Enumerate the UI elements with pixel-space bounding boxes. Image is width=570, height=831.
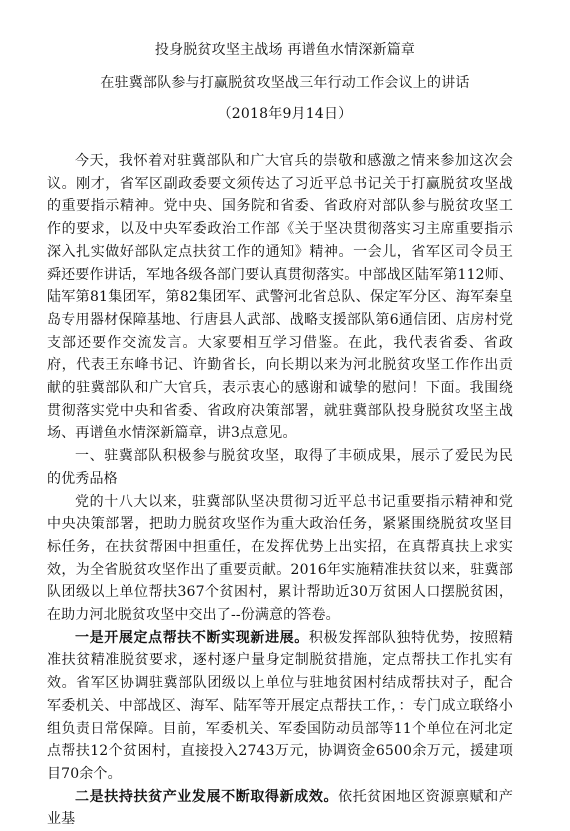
paragraph-opening: 今天，我怀着对驻冀部队和广大官兵的崇敬和感激之情来参加这次会议。刚才，省军区副政委要文须传达了习近平总书记关于打赢脱贫攻坚战的重要指示精神。党中央、国务院和省委、省政府对部队参与脱贫攻坚工作的要求，以及中央军委政治工作部《关于坚决贯彻落实习主席重要指示深入扎实做好部队定点扶贫工作的通知》精神。一会儿，省军区司令员王舜还要作讲话，军地各级各部门要认真贯彻落实。中部战区陆军第112师、陆军第81集团军，第82集团军、武警河北省总队、保定军分区、海军秦皇岛专用器材保障基地、行唐县人武部、战略支援部队第6通信团、店房村党支部还要作交流发言。大家要相互学习借鉴。在此，我代表省委、省政府，代表王东峰书记、许勤省长，向长期以来为河北脱贫攻坚工作作出贡献的驻冀部队和广大官兵，表示衷心的感谢和诚挚的慰问！下面。我围绕贯彻落实党中央和省委、省政府决策部署，就驻冀部队投身脱贫攻坚主战场、再谱鱼水情深新篇章，讲3点意见。 xyxy=(47,153,513,442)
speech-title: 投身脱贫攻坚主战场 再谱鱼水情深新篇章 xyxy=(154,42,416,58)
speech-body xyxy=(47,150,513,831)
paragraph-point-two xyxy=(47,786,513,831)
paragraph-overview: 党的十八大以来，驻冀部队坚决贯彻习近平总书记重要指示精神和党中央决策部署，把助力脱贫攻坚作为重大政治任务，紧紧围绕脱贫攻坚目标任务，在扶贫帮困中担重任，在发挥优势上出实招，在真帮真扶上求实效，为全省脱贫攻坚作出了重要贡献。2016年实施精准扶贫以来，驻冀部队团级以上单位帮扶367个贫困村，累计帮助近30万贫困人口摆脱贫困，在助力河北脱贫攻坚中交出了--份满意的答卷。 xyxy=(47,493,513,624)
speech-date: （2018年9月14日） xyxy=(217,106,353,122)
point-two-text: 依托贫困地区资源禀赋和产业基 xyxy=(47,788,513,828)
paragraph-point-one xyxy=(47,627,513,786)
point-two-lead: 二是扶持扶贫产业发展不断取得新成效。 xyxy=(75,788,339,805)
speech-subtitle: 在驻冀部队参与打赢脱贫攻坚战三年行动工作会议上的讲话 xyxy=(100,75,470,91)
point-one-text: 积极发挥部队独特优势，按照精准扶贫精准脱贫要求，逐村逐户量身定制脱贫措施，定点帮扶工作扎实有效。省军区协调驻冀部队团级以上单位与驻地贫困村结成帮扶对子，配合军委机关、中部战区、海军、陆军等开展定点帮扶工作，：专门成立联络小组负责日常保障。目前，军委机关、军委国防动员部等11个单位在河北定点帮扶12个贫困村，直接投入2743万元，协调资金6500余万元，援建项目70余个。 xyxy=(47,629,513,782)
section-heading-one: 一、驻冀部队积极参与脱贫攻坚，取得了丰硕成果，展示了爱民为民的优秀品格 xyxy=(47,448,513,487)
point-one-lead: 一是开展定点帮扶不断实现新进展。 xyxy=(75,629,309,646)
